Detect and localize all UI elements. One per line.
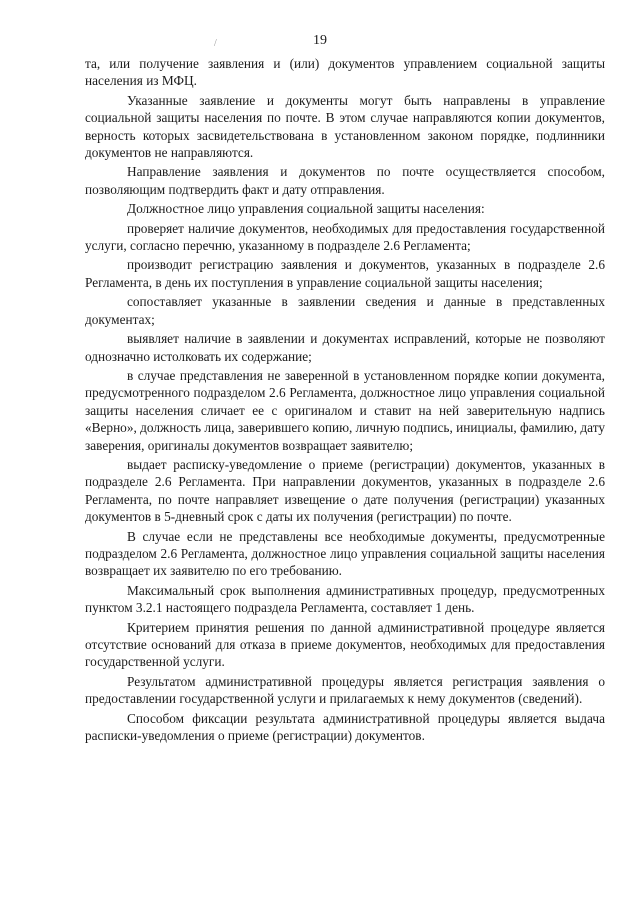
paragraph: сопоставляет указанные в заявлении сведения и данные в представленных документах; (85, 294, 605, 327)
paragraph: проверяет наличие документов, необходимых для предоставления государственной услуги, согласно перечню, указанному в подразделе 2.6 Регламента; (85, 220, 605, 254)
paragraph: Способом фиксации результата административной процедуры является выдача расписки-уведомления о приеме (регистрации) документов. (85, 710, 605, 744)
paragraph: В случае если не представлены все необходимые документы, предусмотренные подразделом 2.6 Регламента, должностное лицо управления социальной защиты населения возвращает их заявителю по его требованию. (85, 528, 605, 579)
paragraph: Должностное лицо управления социальной защиты населения: (127, 201, 485, 217)
page-number: 19 (313, 33, 327, 48)
scan-mark: / (214, 38, 217, 49)
paragraph: Направление заявления и документов по почте осуществляется способом, позволяющим подтвердить факт и дату отправления. (85, 164, 605, 197)
paragraph: в случае представления не заверенной в установленном порядке копии документа, предусмотренного подразделом 2.6 Регламента, должностное лицо управления социальной защиты населения сличает ее с оригиналом и ставит на ней заверительную надпись «Верно», должность лица, заверившего копию, личную подпись, инициалы, фамилию, дату заверения, оригиналы документов возвращает заявителю; (85, 367, 605, 453)
paragraph: производит регистрацию заявления и документов, указанных в подразделе 2.6 Регламента, в день их поступления в управление социальной защиты населения; (85, 257, 605, 290)
paragraph: та, или получение заявления и (или) документов управлением социальной защиты населения из МФЦ. (85, 56, 605, 89)
paragraph: Максимальный срок выполнения административных процедур, предусмотренных пунктом 3.2.1 настоящего подраздела Регламента, составляет 1 день. (85, 582, 605, 616)
paragraph: выдает расписку-уведомление о приеме (регистрации) документов, указанных в подразделе 2.6 Регламента. При направлении документов, указанных в подразделе 2.6 Регламента, по почте направляет извещение о дате получения (регистрации) указанных документов в 5-дневный срок с даты их получения (регистрации) по почте. (85, 456, 605, 525)
paragraph: Указанные заявление и документы могут быть направлены в управление социальной защиты населения по почте. В этом случае направляются копии документов, верность которых засвидетельствована в установленном законом порядке, подлинники документов не направляются. (85, 92, 605, 161)
paragraph: выявляет наличие в заявлении и документах исправлений, которые не позволяют однозначно истолковать их содержание; (85, 331, 605, 364)
document-body (85, 55, 605, 746)
paragraph: Критерием принятия решения по данной административной процедуре является отсутствие оснований для отказа в приеме документов, необходимых для предоставления государственной услуги. (85, 619, 605, 670)
paragraph: Результатом административной процедуры является регистрация заявления о предоставлении государственной услуги и прилагаемых к нему документов (сведений). (85, 673, 605, 707)
